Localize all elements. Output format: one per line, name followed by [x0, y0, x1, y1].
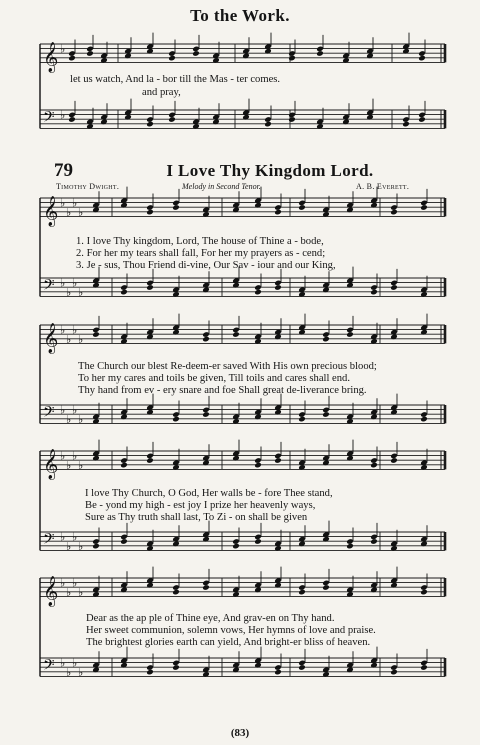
flat-icon: ♭	[60, 42, 66, 56]
flat-icon: ♭	[78, 458, 84, 472]
flat-icon: ♭	[60, 449, 66, 463]
flat-icon: ♭	[66, 412, 72, 426]
verse-line: Sure as Thy truth shall last, To Zi - on shall be given	[85, 512, 308, 523]
flat-icon: ♭	[78, 205, 84, 219]
bass-clef-icon: 𝄢	[43, 530, 55, 552]
flat-icon: ♭	[72, 449, 78, 463]
bass-clef-icon: 𝄢	[43, 108, 55, 130]
verse-line: The Church our blest Re-deem-er saved With His own precious blood;	[78, 361, 377, 372]
flat-icon: ♭	[66, 458, 72, 472]
verse-line: The brightest glories earth can yield, And bright-er bliss of heaven.	[86, 637, 371, 648]
verse-line: 3. Je - sus, Thou Friend di-vine, Our Sav - iour and our King,	[76, 260, 336, 271]
flat-icon: ♭	[60, 276, 66, 290]
flat-icon: ♭	[66, 585, 72, 599]
hymn-author: Timothy Dwight.	[56, 182, 120, 191]
flat-icon: ♭	[78, 412, 84, 426]
flat-icon: ♭	[72, 276, 78, 290]
flat-icon: ♭	[60, 530, 66, 544]
flat-icon: ♭	[72, 196, 78, 210]
treble-clef-icon: 𝄞	[43, 449, 59, 480]
verse-line: Dear as the ap ple of Thine eye, And grav-en on Thy hand.	[86, 613, 335, 624]
flat-icon: ♭	[72, 656, 78, 670]
flat-icon: ♭	[72, 323, 78, 337]
flat-icon: ♭	[78, 665, 84, 679]
top-hymn-title: To the Work.	[190, 6, 290, 25]
treble-clef-icon: 𝄞	[43, 42, 59, 73]
flat-icon: ♭	[66, 665, 72, 679]
hymn-title: I Love Thy Kingdom Lord.	[166, 161, 374, 180]
flat-icon: ♭	[66, 205, 72, 219]
hymn-composer: A. B. Everett.	[356, 182, 410, 191]
top-hymn-lyric-line-1: let us watch, And la - bor till the Mas - ter comes.	[70, 74, 281, 85]
page-number: (83)	[230, 727, 250, 739]
bass-clef-icon: 𝄢	[43, 276, 55, 298]
flat-icon: ♭	[72, 403, 78, 417]
flat-icon: ♭	[66, 332, 72, 346]
treble-clef-icon: 𝄞	[43, 196, 59, 227]
flat-icon: ♭	[78, 585, 84, 599]
flat-icon: ♭	[60, 576, 66, 590]
treble-clef-icon: 𝄞	[43, 323, 59, 354]
flat-icon: ♭	[72, 530, 78, 544]
flat-icon: ♭	[60, 403, 66, 417]
verse-line: Her sweet communion, solemn vows, Her hymns of love and praise.	[86, 625, 376, 636]
treble-clef-icon: 𝄞	[43, 576, 59, 607]
verse-line: I love Thy Church, O God, Her walls be - fore Thee stand,	[85, 488, 333, 499]
flat-icon: ♭	[78, 539, 84, 553]
flat-icon: ♭	[60, 656, 66, 670]
verse-line: Thy hand from ev - ery snare and foe Shall great de-liverance bring.	[78, 385, 367, 396]
flat-icon: ♭	[72, 576, 78, 590]
bass-clef-icon: 𝄢	[43, 656, 55, 678]
flat-icon: ♭	[66, 285, 72, 299]
verse-line: To her my cares and toils be given, Till toils and cares shall end.	[78, 373, 350, 384]
flat-icon: ♭	[60, 323, 66, 337]
flat-icon: ♭	[66, 539, 72, 553]
flat-icon: ♭	[78, 285, 84, 299]
hymn-number: 79	[54, 160, 73, 181]
verse-line: Be - yond my high - est joy I prize her heavenly ways,	[85, 500, 316, 511]
bass-clef-icon: 𝄢	[43, 403, 55, 425]
verse-line: 2. For her my tears shall fall, For her my prayers as - cend;	[76, 248, 326, 259]
verse-line: 1. I love Thy kingdom, Lord, The house of Thine a - bode,	[76, 236, 324, 247]
hymn-note: Melody in Second Tenor.	[182, 182, 261, 191]
top-hymn-lyric-line-2: and pray,	[142, 87, 181, 98]
flat-icon: ♭	[60, 196, 66, 210]
flat-icon: ♭	[78, 332, 84, 346]
flat-icon: ♭	[60, 108, 66, 122]
